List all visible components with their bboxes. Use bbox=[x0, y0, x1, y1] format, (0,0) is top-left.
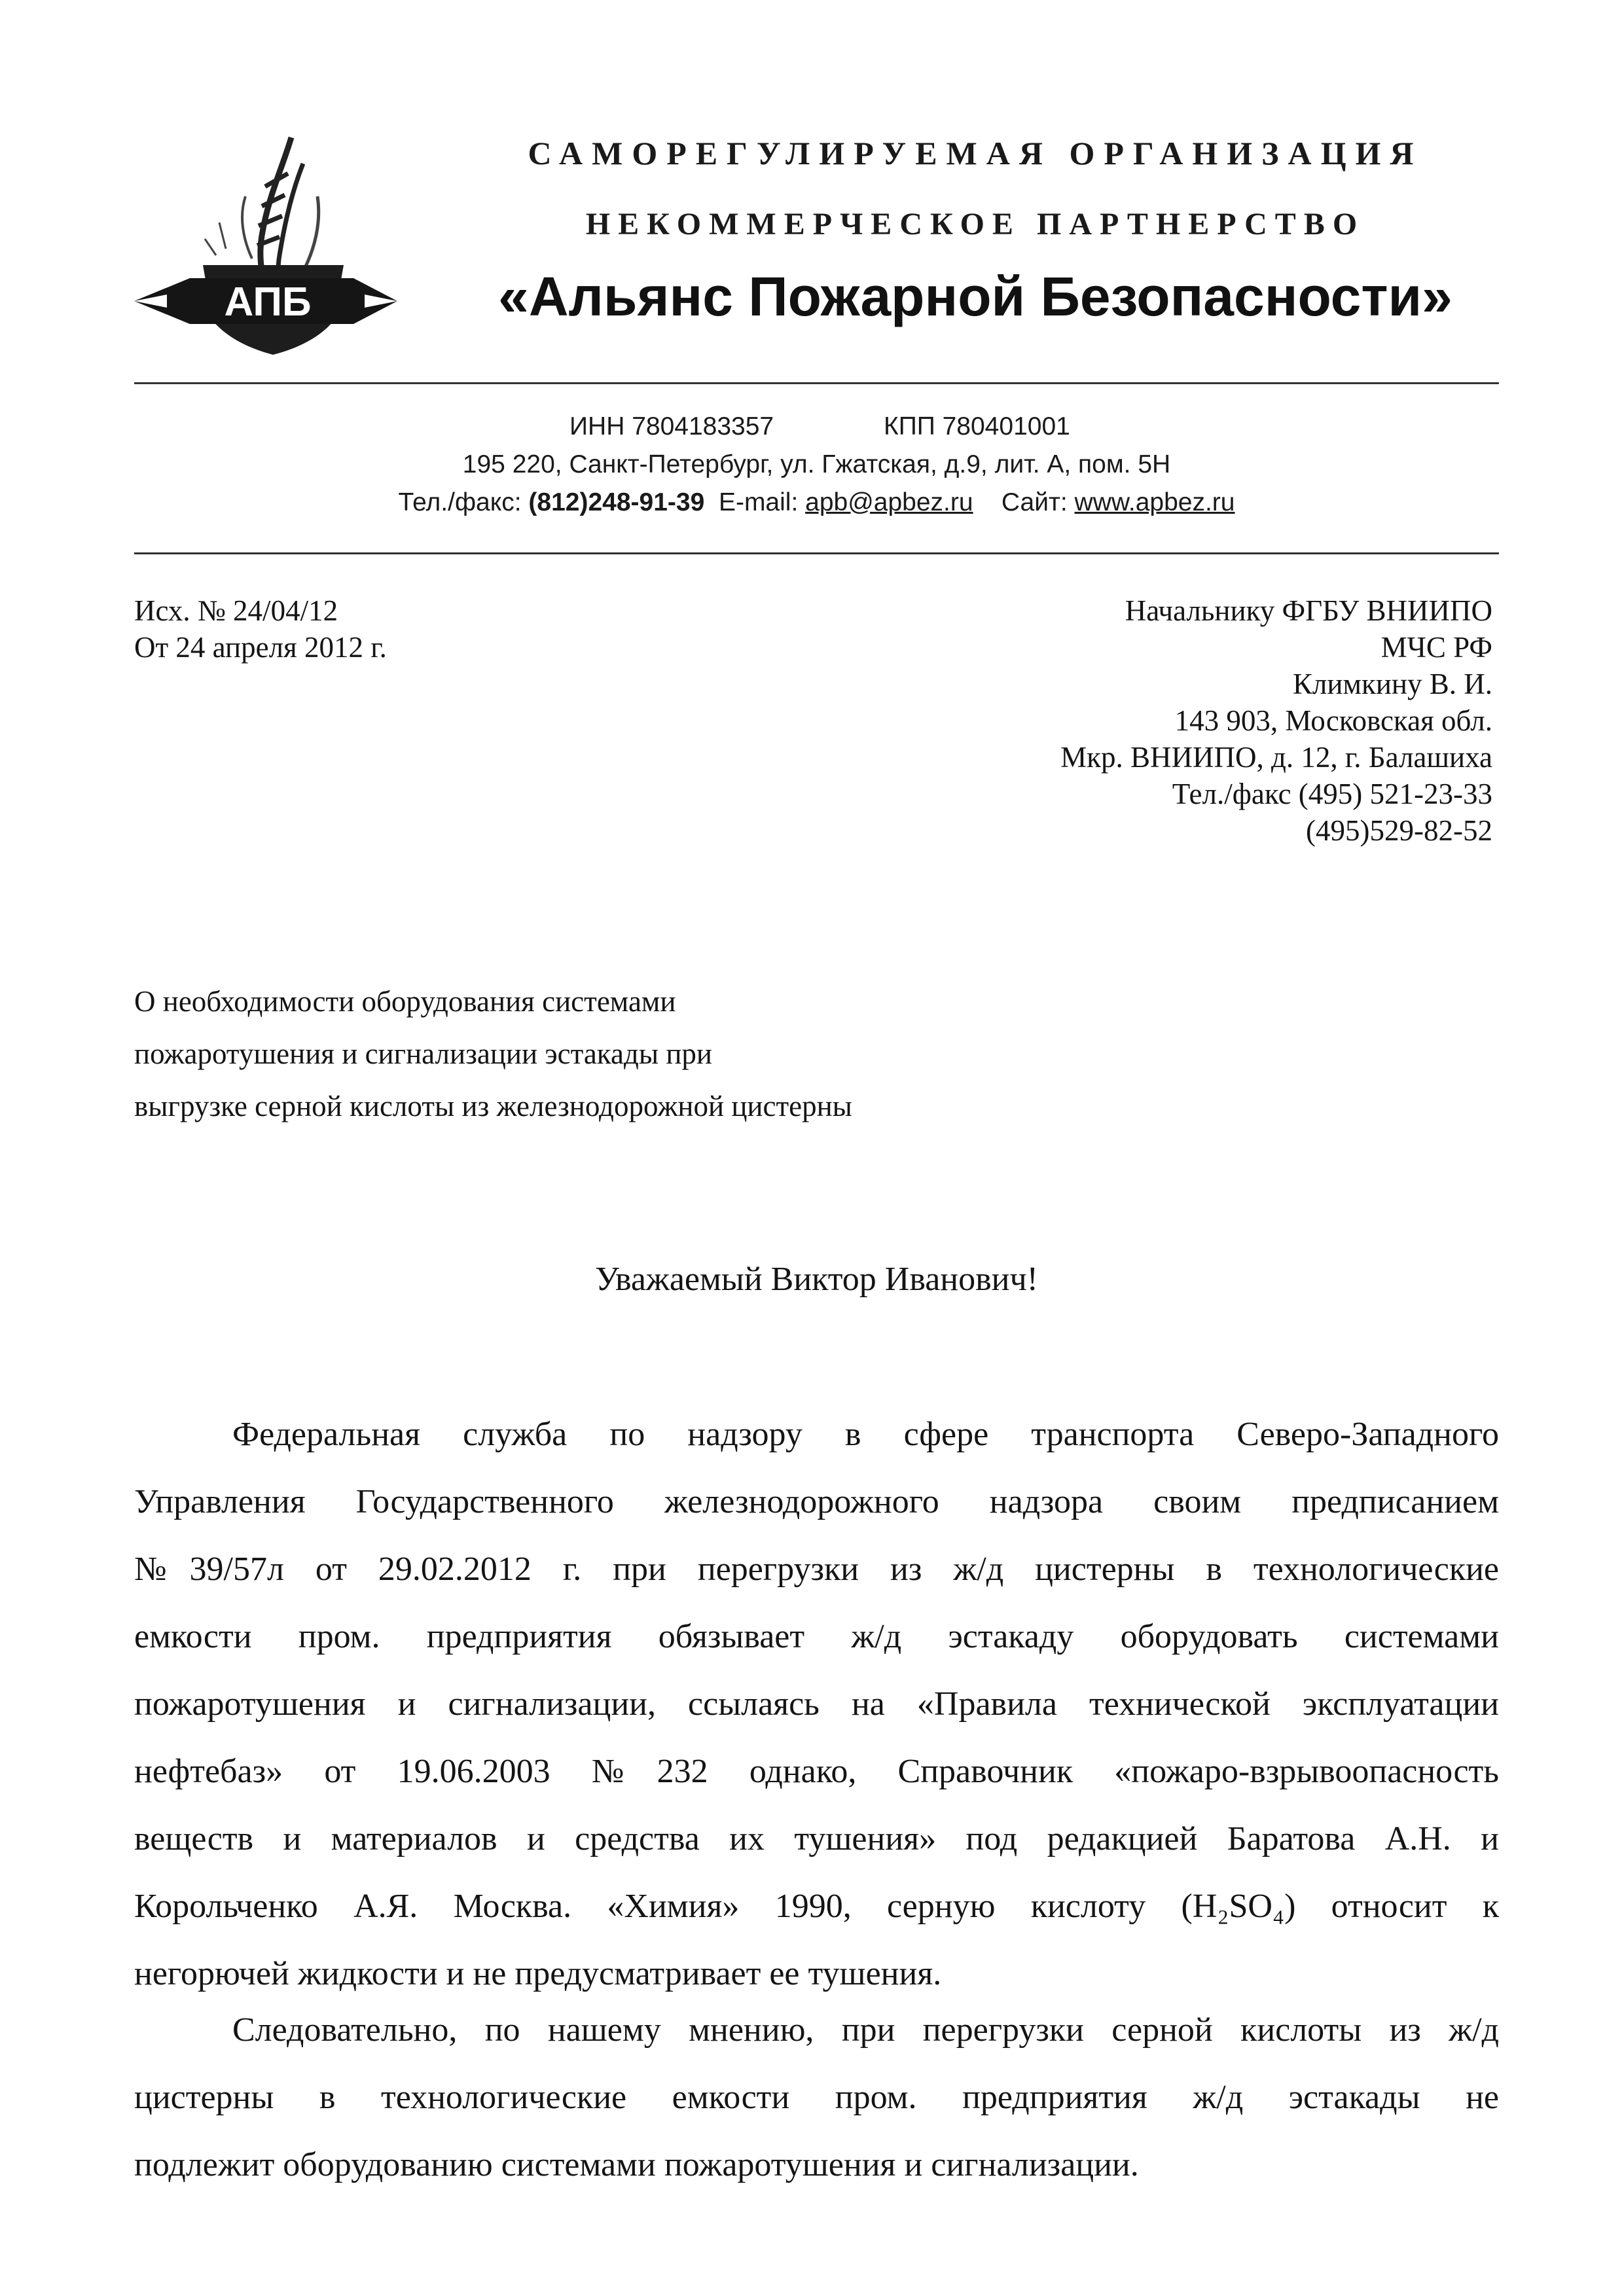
greeting: Уважаемый Виктор Иванович! bbox=[595, 1261, 1038, 1298]
email-label: E-mail: bbox=[718, 488, 806, 516]
body-line: Следовательно, по нашему мнению, при перегрузки серной кислоты из ж/д bbox=[232, 2011, 1499, 2049]
body-line: веществ и материалов и средства их тушения» под редакцией Баратова А.Н. и bbox=[134, 1820, 1499, 1857]
phone-label: Тел./факс: bbox=[398, 488, 529, 516]
subject-line: выгрузке серной кислоты из железнодорожной цистерны bbox=[134, 1090, 852, 1122]
recipient-line: Мкр. ВНИИПО, д. 12, г. Балашиха bbox=[1060, 741, 1492, 774]
outgoing-number: Исх. № 24/04/12 bbox=[134, 594, 338, 627]
body-line: №39/57л от 29.02.2012 г. при перегрузки из ж/д цистерны в технологические bbox=[134, 1551, 1499, 1588]
logo-text: АПБ bbox=[224, 279, 312, 325]
body-line: негорючей жидкости и не предусматривает ее тушения. bbox=[134, 1955, 942, 1992]
body-line: Корольченко А.Я. Москва. «Химия» 1990, серную кислоту (H₂SO₄) относит к bbox=[134, 1888, 1499, 1925]
inn: ИНН 7804183357 bbox=[569, 412, 774, 440]
body-line: емкости пром. предприятия обязывает ж/д эстакаду оборудовать системами bbox=[134, 1618, 1499, 1655]
document-date: От 24 апреля 2012 г. bbox=[134, 631, 387, 664]
body-line: Управления Государственного железнодорожного надзора своим предписанием bbox=[134, 1483, 1499, 1520]
body-line: Федеральная служба по надзору в сфере транспорта Северо-Западного bbox=[232, 1416, 1499, 1453]
body-paragraph-2 bbox=[134, 1996, 1499, 2198]
body-line: нефтебаз» от 19.06.2003 №232 однако, Справочник «пожаро-взрывоопасность bbox=[134, 1753, 1499, 1790]
contacts bbox=[134, 488, 1499, 517]
body-line: подлежит оборудованию системами пожаротушения и сигнализации. bbox=[134, 2146, 1139, 2183]
header-divider-top bbox=[134, 382, 1499, 384]
recipient-line: Тел./факс (495) 521-23-33 bbox=[1172, 778, 1492, 810]
body-line: пожаротушения и сигнализации, ссылаясь на «Правила технической эксплуатации bbox=[134, 1685, 1499, 1723]
subject-line: О необходимости оборудования системами bbox=[134, 985, 676, 1018]
org-form: НЕКОММЕРЧЕСКОЕ ПАРТНЕРСТВО bbox=[585, 207, 1365, 242]
recipient-line: Начальнику ФГБУ ВНИИПО bbox=[1125, 594, 1492, 627]
kpp: КПП 780401001 bbox=[884, 412, 1070, 440]
tax-ids bbox=[569, 412, 1070, 441]
website-link[interactable]: www.apbez.ru bbox=[1074, 488, 1235, 516]
recipient-line: МЧС РФ bbox=[1380, 631, 1492, 664]
subject-line: пожаротушения и сигнализации эстакады при bbox=[134, 1037, 712, 1070]
phone: (812)248-91-39 bbox=[528, 488, 705, 516]
body-paragraph-1 bbox=[134, 1401, 1499, 2007]
org-type: САМОРЕГУЛИРУЕМАЯ ОРГАНИЗАЦИЯ bbox=[528, 135, 1423, 171]
letter-subject bbox=[134, 975, 852, 1132]
org-address: 195 220, Санкт-Петербург, ул. Гжатская, д.9, лит. А, пом. 5Н bbox=[462, 450, 1171, 478]
recipient-line: 143 903, Московская обл. bbox=[1174, 704, 1492, 737]
body-line: цистерны в технологические емкости пром. предприятия ж/д эстакады не bbox=[134, 2079, 1499, 2116]
recipient-line: Климкину В. И. bbox=[1292, 668, 1492, 700]
document-meta bbox=[134, 592, 387, 666]
organization-logo bbox=[128, 124, 403, 367]
email-link[interactable]: apb@apbez.ru bbox=[805, 488, 973, 516]
recipient-block bbox=[772, 592, 1492, 849]
site-label: Сайт: bbox=[1001, 488, 1075, 516]
logo-emblem-icon bbox=[128, 124, 403, 367]
org-name: «Альянс Пожарной Безопасности» bbox=[498, 266, 1453, 327]
recipient-line: (495)529-82-52 bbox=[1306, 814, 1492, 847]
header-divider-bottom bbox=[134, 552, 1499, 554]
